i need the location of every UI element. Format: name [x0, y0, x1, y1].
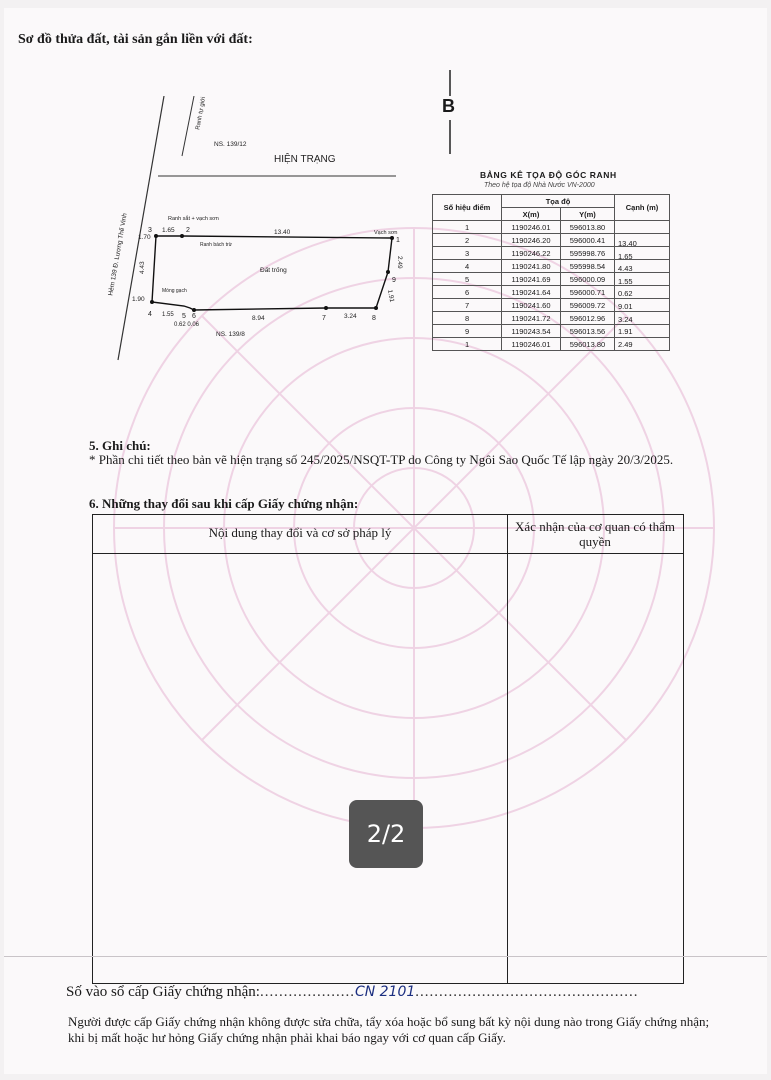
- coord-point: 5: [433, 273, 502, 286]
- pt-5: 5: [182, 313, 186, 320]
- coord-x: 1190241.72: [502, 312, 561, 325]
- pt-9: 9: [392, 277, 396, 284]
- footer-warning: Người được cấp Giấy chứng nhận không được sửa chữa, tẩy xóa hoặc bổ sung bất kỳ nội dung nào trong Giấy chứng nhận; khi bị mất hoặc hư hỏng Giấy chứng nhận phải khai báo ngay với cơ quan cấp Giấy.: [68, 1014, 710, 1045]
- edge-length: 3.24: [618, 314, 633, 324]
- changes-table: [92, 514, 684, 984]
- registration-number: Số vào sổ cấp Giấy chứng nhận:....................CN 2101...............................................: [66, 984, 639, 1000]
- map-label-ns-bottom: NS. 139/8: [216, 331, 245, 338]
- dim-8-94: 8.94: [252, 315, 265, 322]
- coord-point: 3: [433, 247, 502, 260]
- coord-edge-cell: [615, 221, 670, 234]
- land-plot-map: [104, 96, 424, 376]
- dim-1-70: 1.70: [138, 234, 151, 241]
- section-5-text: * Phần chi tiết theo bản vẽ hiện trạng số 245/2025/NSQT-TP do Công ty Ngôi Sao Quốc Tế lập ngày 20/3/2025.: [89, 452, 674, 467]
- coord-y: 596012.96: [560, 312, 614, 325]
- map-label-alley: Ranh tự giới: [195, 96, 208, 131]
- registration-value: CN 2101: [354, 984, 416, 1000]
- pt-1: 1: [396, 237, 400, 244]
- coord-row: [433, 221, 670, 234]
- coord-y: 596000.71: [560, 286, 614, 299]
- edge-length: 4.43: [618, 264, 633, 274]
- coord-point: 4: [433, 260, 502, 273]
- edge-length: 1.91: [618, 327, 633, 337]
- coord-y: 596013.56: [560, 325, 614, 338]
- coord-point: 1: [433, 221, 502, 234]
- dim-1-90: 1.90: [132, 296, 145, 303]
- coord-point: 6: [433, 286, 502, 299]
- coord-x: 1190241.80: [502, 260, 561, 273]
- pt-8: 8: [372, 315, 376, 322]
- edge-length: 0.62: [618, 289, 633, 299]
- edge-length: 9.01: [618, 301, 633, 311]
- dim-1-55: 1.55: [162, 312, 174, 318]
- coord-y: 596000.09: [560, 273, 614, 286]
- pt-6: 6: [192, 313, 196, 320]
- dim-1-65: 1.65: [162, 227, 175, 234]
- coord-table-subtitle: Theo hệ tọa độ Nhà Nước VN-2000: [484, 182, 595, 189]
- edge-length: 2.49: [618, 339, 633, 349]
- dim-3-24: 3.24: [344, 313, 357, 320]
- edge-length: 1.65: [618, 251, 633, 261]
- edge-length: 13.40: [618, 239, 637, 248]
- pt-7: 7: [322, 315, 326, 322]
- map-label-inner: Ranh bách trừ: [200, 242, 232, 248]
- dim-0-62: 0.62 0.06: [174, 322, 200, 328]
- col-x: X(m): [502, 208, 561, 221]
- map-title: HIỆN TRẠNG: [274, 154, 336, 165]
- pt-4: 4: [148, 311, 152, 318]
- pt-3: 3: [148, 227, 152, 234]
- dim-4-43: 4.43: [139, 261, 146, 274]
- coord-point: 7: [433, 299, 502, 312]
- page-indicator[interactable]: 2/2: [349, 800, 423, 868]
- changes-col-confirm: Xác nhận của cơ quan có thẩm quyền: [515, 519, 675, 549]
- coord-x: 1190241.64: [502, 286, 561, 299]
- coord-y: 596000.41: [560, 234, 614, 247]
- coord-y: 595998.54: [560, 260, 614, 273]
- coord-y: 596009.72: [560, 299, 614, 312]
- section-6-heading: 6. Những thay đổi sau khi cấp Giấy chứng nhận:: [89, 496, 359, 511]
- changes-col-content: Nội dung thay đổi và cơ sở pháp lý: [208, 525, 392, 540]
- coord-x: 1190241.69: [502, 273, 561, 286]
- coord-point: 2: [433, 234, 502, 247]
- edge-lengths: [618, 238, 637, 351]
- coord-y: 596013.80: [560, 221, 614, 234]
- coord-x: 1190243.54: [502, 325, 561, 338]
- coord-x: 1190241.60: [502, 299, 561, 312]
- coord-x: 1190246.22: [502, 247, 561, 260]
- map-label-paint: Vạch sơn: [374, 230, 398, 236]
- coord-table-title: BẢNG KÊ TỌA ĐỘ GÓC RANH: [480, 170, 617, 180]
- coord-x: 1190246.01: [502, 221, 561, 234]
- document-page: [4, 8, 767, 1074]
- col-edge: Cạnh (m): [615, 195, 670, 221]
- map-label-road: Hẻm 139 Đ. Lương Thế Vinh: [107, 212, 129, 297]
- col-y: Y(m): [560, 208, 614, 221]
- coord-point: 8: [433, 312, 502, 325]
- dim-1-91: 1.91: [386, 289, 396, 303]
- dim-13-40: 13.40: [274, 229, 291, 236]
- coord-point: 1: [433, 338, 502, 351]
- coord-point: 9: [433, 325, 502, 338]
- north-label: B: [442, 96, 455, 116]
- coord-x: 1190246.01: [502, 338, 561, 351]
- edge-length: 1.55: [618, 276, 633, 286]
- map-label-wall: Ranh sắt + vạch sơn: [168, 216, 219, 222]
- coord-x: 1190246.20: [502, 234, 561, 247]
- coord-y: 595998.76: [560, 247, 614, 260]
- map-label-foundation: Móng gạch: [162, 288, 187, 294]
- col-point: Số hiệu điểm: [433, 195, 502, 221]
- pt-2: 2: [186, 227, 190, 234]
- registration-label: Số vào sổ cấp Giấy chứng nhận:: [66, 984, 260, 1000]
- section-5-heading: 5. Ghi chú:: [89, 438, 151, 453]
- coord-y: 596013.80: [560, 338, 614, 351]
- dim-2-49: 2.49: [396, 256, 403, 269]
- map-label-ns-top: NS. 139/12: [214, 141, 247, 148]
- col-coord: Tọa độ: [502, 195, 615, 208]
- section-4-heading: Sơ đồ thửa đất, tài sản gắn liền với đất:: [18, 32, 253, 47]
- map-label-empty: Đất trống: [260, 267, 287, 274]
